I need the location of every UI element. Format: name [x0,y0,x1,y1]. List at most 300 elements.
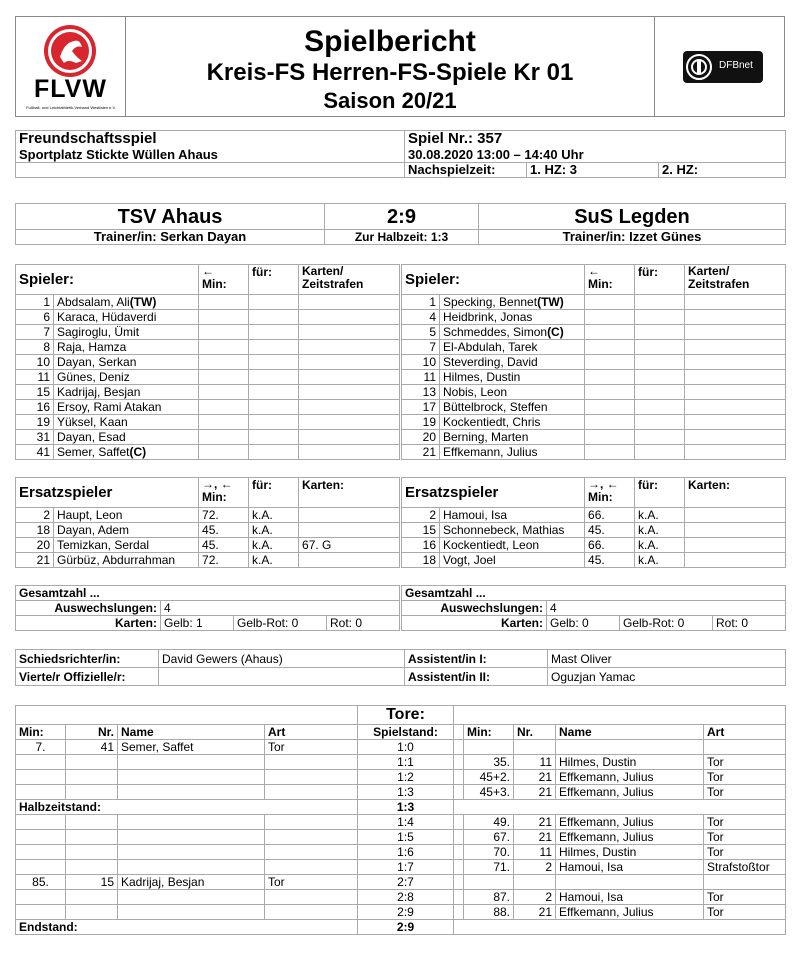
table-row [16,785,786,800]
goal-type: Tor [265,875,358,890]
player-name: Abdsalam, Ali [57,295,130,309]
goal-minute: 67. [464,830,514,845]
goal-minute: 35. [464,755,514,770]
officials-table [15,649,786,686]
home-sub-min-label: Min: [202,490,227,504]
sub-min: 45. [199,523,249,538]
player-number: 11 [16,370,54,385]
sub-cards: 67. G [299,538,400,553]
table-row [16,310,400,325]
player-name-cell [440,310,585,325]
player-name: Karaca, Hüdaverdi [57,310,157,324]
goal-scorer: Semer, Saffet [118,740,265,755]
sub-min: 72. [199,553,249,568]
sub-for: k.A. [635,538,685,553]
table-row [402,370,786,385]
player-min [199,400,249,415]
table-row [16,523,400,538]
player-min [199,340,249,355]
sub-min: 45. [199,538,249,553]
dfb-eagle-icon [683,51,717,83]
flvw-logo-text: FLVW [34,75,107,103]
goal-type [265,830,358,845]
player-name-cell [54,400,199,415]
player-cards [685,310,786,325]
goal-minute: 71. [464,860,514,875]
goal-spacer [454,875,464,890]
goal-minute [464,875,514,890]
table-row [16,355,400,370]
goal-number: 2 [514,890,556,905]
halftime-score: Zur Halbzeit: 1:3 [325,230,479,245]
player-for [249,445,299,460]
home-subs-table [15,477,400,568]
away-sub-min-header [585,478,635,508]
sub-cards [299,553,400,568]
goal-scorer [118,755,265,770]
goal-type [265,755,358,770]
arrow-inout-icon: →, ← [588,477,619,491]
sub-cards [685,553,786,568]
goals-col-header [454,725,464,740]
table-row [402,340,786,355]
player-cards [685,430,786,445]
goal-scorer [118,785,265,800]
home-sub-cards-header: Karten: [299,478,400,508]
home-sub-for-header: für: [249,478,299,508]
sub-name: Schonnebeck, Mathias [440,523,585,538]
match-datetime: 30.08.2020 13:00 – 14:40 Uhr [405,148,786,163]
away-min-label: Min: [588,277,613,291]
player-cards [685,400,786,415]
sub-number: 21 [16,553,54,568]
final-score: 2:9 [325,204,479,230]
goal-number: 21 [514,770,556,785]
fourth-official-label: Vierte/r Offizielle/r: [16,668,159,686]
player-min [199,415,249,430]
away-cards-header [685,265,786,295]
goal-number [66,770,118,785]
goal-minute [16,830,66,845]
player-min [585,370,635,385]
goal-number [66,785,118,800]
player-min [199,310,249,325]
player-name-cell [440,385,585,400]
table-row [402,553,786,568]
table-row [16,860,786,875]
goal-spacer [454,890,464,905]
player-cards [299,385,400,400]
home-totals-table [15,585,400,631]
goal-scorer: Hamoui, Isa [556,890,704,905]
player-cards [685,415,786,430]
goal-minute [16,755,66,770]
teams-table [15,203,786,245]
table-row [16,553,400,568]
goal-spacer [454,860,464,875]
player-number: 1 [16,295,54,310]
goal-scorer: Hilmes, Dustin [556,755,704,770]
player-name-cell [54,430,199,445]
table-row [402,385,786,400]
player-cards [685,385,786,400]
table-row [16,415,400,430]
away-for-header: für: [635,265,685,295]
goal-scorer [118,770,265,785]
player-min [585,295,635,310]
away-sub-min-label: Min: [588,490,613,504]
goal-type [265,815,358,830]
home-lineup-table [15,264,400,460]
player-number: 11 [402,370,440,385]
goal-type [265,770,358,785]
table-row [16,430,400,445]
player-name: Nobis, Leon [443,385,508,399]
player-min [585,415,635,430]
goal-type [265,860,358,875]
table-row [16,370,400,385]
goal-score: 1:4 [358,815,454,830]
player-cards [685,325,786,340]
goal-score: 1:1 [358,755,454,770]
player-name: Dayan, Serkan [57,355,137,369]
player-for [635,385,685,400]
goal-scorer [118,890,265,905]
home-cards-count-label: Karten: [16,616,161,631]
player-cards [299,430,400,445]
player-name-cell [440,325,585,340]
goal-number [514,740,556,755]
player-role-tag: (TW) [537,295,564,309]
goal-minute: 85. [16,875,66,890]
player-name: Raja, Hamza [57,340,127,354]
player-for [635,295,685,310]
player-name: Kockentiedt, Chris [443,415,541,429]
player-name-cell [440,340,585,355]
goal-type [704,875,786,890]
goal-scorer [118,830,265,845]
away-cards-count-label: Karten: [402,616,547,631]
goals-col-header: Spielstand: [358,725,454,740]
player-name: Schmeddes, Simon [443,325,548,339]
table-row [16,400,400,415]
match-info-table [15,130,786,178]
goal-number: 15 [66,875,118,890]
sub-number: 20 [16,538,54,553]
dfbnet-text: DFBnet [719,60,753,71]
player-role-tag: (TW) [129,295,157,309]
away-subs-count: 4 [547,601,786,616]
goal-score: 1:3 [358,785,454,800]
table-row [402,295,786,310]
away-coach: Trainer/in: Izzet Günes [479,230,786,245]
goal-score: 1:2 [358,770,454,785]
flvw-logo-subtext: Fußball- und Leichtathletik-Verband Westfalen e.V. [26,105,116,110]
table-row [16,800,786,815]
sub-cards [685,508,786,523]
player-number: 7 [16,325,54,340]
away-yellowred-count: Gelb-Rot: 0 [620,616,713,631]
player-name-cell [54,340,199,355]
table-row [16,875,786,890]
goal-number [66,755,118,770]
sub-name: Vogt, Joel [440,553,585,568]
player-cards [685,355,786,370]
player-name-cell [54,355,199,370]
player-min [585,325,635,340]
goal-scorer: Kadrijaj, Besjan [118,875,265,890]
arrow-out-icon: ← [202,264,214,278]
player-for [635,310,685,325]
goal-minute [464,740,514,755]
table-row [402,325,786,340]
player-cards [299,325,400,340]
table-row [16,905,786,920]
sub-for: k.A. [635,553,685,568]
player-min [199,325,249,340]
sub-min: 45. [585,523,635,538]
away-min-header [585,265,635,295]
sub-min: 66. [585,508,635,523]
player-for [249,355,299,370]
player-number: 16 [16,400,54,415]
player-for [635,445,685,460]
goal-minute: 7. [16,740,66,755]
player-for [249,340,299,355]
sub-number: 18 [16,523,54,538]
extra-time-label: Nachspielzeit: [405,163,527,178]
final-score-value: 2:9 [358,920,454,935]
player-cards [685,370,786,385]
player-for [635,370,685,385]
table-row [16,445,400,460]
assistant2-name: Oguzjan Yamac [548,668,786,686]
flvw-logo [16,17,126,116]
goal-score: 1:7 [358,860,454,875]
goal-type: Tor [704,785,786,800]
table-row [16,755,786,770]
away-yellow-count: Gelb: 0 [547,616,620,631]
sub-for: k.A. [635,508,685,523]
table-row [16,340,400,355]
away-team: SuS Legden [479,204,786,230]
home-for-header: für: [249,265,299,295]
player-for [249,385,299,400]
player-cards [685,295,786,310]
home-min-header [199,265,249,295]
goal-number: 21 [514,815,556,830]
player-number: 15 [16,385,54,400]
player-name: Semer, Saffet [57,445,130,459]
player-for [635,340,685,355]
goals-col-header: Nr. [66,725,118,740]
sub-number: 2 [16,508,54,523]
player-min [585,445,635,460]
home-subs-count: 4 [161,601,400,616]
goal-number [66,830,118,845]
sub-number: 15 [402,523,440,538]
goal-number [514,875,556,890]
player-cards [685,445,786,460]
player-number: 8 [16,340,54,355]
sub-min: 66. [585,538,635,553]
goal-number [66,890,118,905]
goal-number [66,845,118,860]
player-min [199,430,249,445]
table-row [402,310,786,325]
away-players-header: Spieler: [402,265,585,295]
goal-scorer: Effkemann, Julius [556,830,704,845]
player-number: 31 [16,430,54,445]
player-name: Heidbrink, Jonas [443,310,533,324]
table-row [402,445,786,460]
assistant2-label: Assistent/in II: [405,668,548,686]
away-cards-label2: Zeitstrafen [688,277,750,291]
table-row [16,740,786,755]
player-cards [299,400,400,415]
goal-spacer [454,815,464,830]
table-row [16,815,786,830]
player-cards [299,355,400,370]
player-name: El-Abdulah, Tarek [443,340,538,354]
player-min [199,385,249,400]
goals-title: Tore: [358,706,454,725]
player-name: Ersoy, Rami Atakan [57,400,162,414]
table-row [16,295,400,310]
player-number: 5 [402,325,440,340]
table-row [402,538,786,553]
player-number: 4 [402,310,440,325]
goal-number: 41 [66,740,118,755]
goal-score: 2:9 [358,905,454,920]
goal-scorer: Effkemann, Julius [556,770,704,785]
player-cards [299,415,400,430]
assistant1-name: Mast Oliver [548,650,786,668]
away-cards-label1: Karten/ [688,264,730,278]
table-row [16,845,786,860]
table-row [402,355,786,370]
goal-scorer [556,875,704,890]
player-name: Hilmes, Dustin [443,370,521,384]
player-number: 7 [402,340,440,355]
goal-type: Tor [704,755,786,770]
player-min [585,430,635,445]
player-min [199,370,249,385]
goal-spacer [454,905,464,920]
goal-spacer [454,740,464,755]
goals-col-header: Min: [16,725,66,740]
goal-minute: 88. [464,905,514,920]
player-name-cell [440,415,585,430]
goal-scorer [118,845,265,860]
goal-spacer [454,785,464,800]
player-name: Steverding, David [443,355,538,369]
goal-type [265,785,358,800]
goal-spacer [454,830,464,845]
table-row [402,508,786,523]
final-label: Endstand: [16,920,358,935]
sub-name: Hamoui, Isa [440,508,585,523]
player-name-cell [54,445,199,460]
match-number: Spiel Nr.: 357 [405,131,786,148]
home-coach: Trainer/in: Serkan Dayan [16,230,325,245]
home-total-label: Gesamtzahl ... [16,586,400,601]
goals-table [15,705,786,935]
player-number: 13 [402,385,440,400]
table-row [402,523,786,538]
sub-min: 72. [199,508,249,523]
goal-spacer [454,755,464,770]
home-yellowred-count: Gelb-Rot: 0 [234,616,327,631]
goal-minute [16,905,66,920]
sub-min: 45. [585,553,635,568]
home-cards-label1: Karten/ [302,264,344,278]
table-row [16,508,400,523]
player-name-cell [440,355,585,370]
goal-scorer [118,905,265,920]
goal-number: 2 [514,860,556,875]
goal-type [265,905,358,920]
goal-score: 1:5 [358,830,454,845]
player-number: 41 [16,445,54,460]
goals-col-header: Name [118,725,265,740]
player-name-cell [440,295,585,310]
sub-name: Gürbüz, Abdurrahman [54,553,199,568]
sub-number: 2 [402,508,440,523]
report-header [15,16,785,117]
player-number: 19 [16,415,54,430]
home-red-count: Rot: 0 [327,616,400,631]
goal-number: 11 [514,845,556,860]
home-cards-label2: Zeitstrafen [302,277,364,291]
goals-col-header: Art [704,725,786,740]
home-subs-count-label: Auswechslungen: [16,601,161,616]
player-name: Berning, Marten [443,430,529,444]
home-subs-header: Ersatzspieler [16,478,199,508]
goal-type: Strafstoßtor [704,860,786,875]
away-total-label: Gesamtzahl ... [402,586,786,601]
player-name: Sagiroglu, Ümit [57,325,140,339]
home-min-label: Min: [202,277,227,291]
home-team: TSV Ahaus [16,204,325,230]
goal-type: Tor [704,845,786,860]
referee-label: Schiedsrichter/in: [16,650,159,668]
table-row [16,890,786,905]
player-cards [299,445,400,460]
player-min [585,355,635,370]
away-sub-cards-header: Karten: [685,478,786,508]
player-name-cell [54,370,199,385]
home-players-header: Spieler: [16,265,199,295]
player-for [249,430,299,445]
sub-number: 18 [402,553,440,568]
player-name-cell [54,325,199,340]
away-sub-for-header: für: [635,478,685,508]
goal-scorer: Hamoui, Isa [556,860,704,875]
player-name-cell [54,295,199,310]
player-min [199,355,249,370]
match-venue: Sportplatz Stickte Wüllen Ahaus [16,148,405,163]
goal-score: 2:7 [358,875,454,890]
player-min [585,400,635,415]
player-for [635,430,685,445]
player-name: Yüksel, Kaan [57,415,128,429]
goal-minute [16,815,66,830]
match-type: Freundschaftsspiel [16,131,405,148]
halftime-value: 1:3 [358,800,454,815]
table-row [402,430,786,445]
player-name-cell [54,385,199,400]
